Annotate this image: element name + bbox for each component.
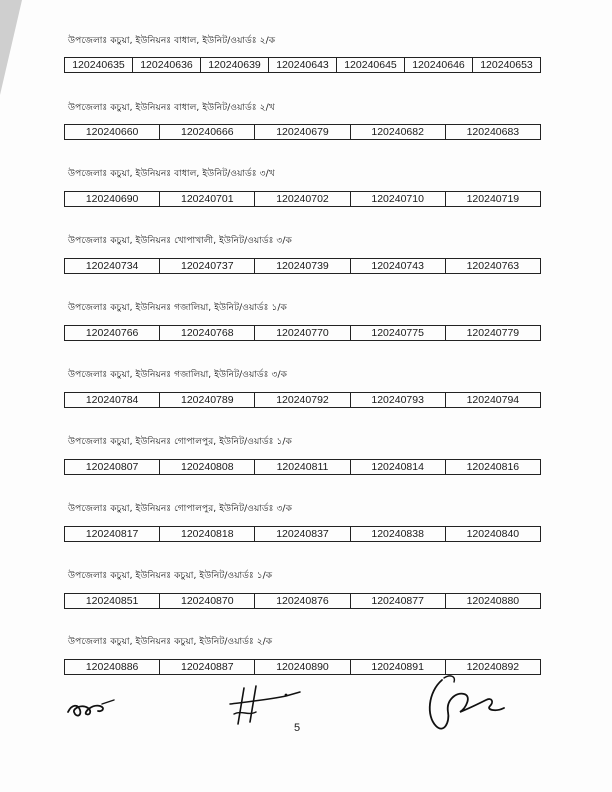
id-table xyxy=(64,459,541,475)
section-label: উপজেলাঃ কচুয়া, ইউনিয়নঃ গজালিয়া, ইউনিট/ওয়ার্ডঃ ১/ক xyxy=(68,303,287,313)
id-cell: 120240683 xyxy=(445,125,540,140)
id-table xyxy=(64,258,541,274)
id-cell: 120240702 xyxy=(255,192,350,207)
id-cell: 120240870 xyxy=(160,594,255,609)
id-cell: 120240891 xyxy=(350,660,445,675)
id-cell: 120240679 xyxy=(255,125,350,140)
id-cell: 120240636 xyxy=(133,58,201,73)
section-label: উপজেলাঃ কচুয়া, ইউনিয়নঃ গোপালপুর, ইউনিট/ওয়ার্ডঃ ১/ক xyxy=(68,437,292,447)
id-cell: 120240838 xyxy=(350,527,445,542)
id-cell: 120240734 xyxy=(65,259,160,274)
id-table xyxy=(64,191,541,207)
id-cell: 120240811 xyxy=(255,460,350,475)
id-cell: 120240890 xyxy=(255,660,350,675)
table-row xyxy=(65,326,541,341)
id-cell: 120240887 xyxy=(160,660,255,675)
id-cell: 120240653 xyxy=(473,58,541,73)
id-cell: 120240701 xyxy=(160,192,255,207)
id-cell: 120240876 xyxy=(255,594,350,609)
id-table xyxy=(64,325,541,341)
id-cell: 120240763 xyxy=(445,259,540,274)
page-number: 5 xyxy=(294,722,301,734)
table-row xyxy=(65,393,541,408)
id-table xyxy=(64,124,541,140)
id-cell: 120240818 xyxy=(160,527,255,542)
id-table xyxy=(64,392,541,408)
id-cell: 120240877 xyxy=(350,594,445,609)
signature-right xyxy=(420,672,510,736)
id-cell: 120240710 xyxy=(350,192,445,207)
table-row xyxy=(65,192,541,207)
id-cell: 120240817 xyxy=(65,527,160,542)
id-table xyxy=(64,57,541,73)
id-cell: 120240719 xyxy=(445,192,540,207)
section-label: উপজেলাঃ কচুয়া, ইউনিয়নঃ বাধাল, ইউনিট/ওয়ার্ডঃ ৩/খ xyxy=(68,169,275,179)
id-cell: 120240682 xyxy=(350,125,445,140)
id-cell: 120240837 xyxy=(255,527,350,542)
id-cell: 120240784 xyxy=(65,393,160,408)
id-cell: 120240807 xyxy=(65,460,160,475)
id-cell: 120240792 xyxy=(255,393,350,408)
id-cell: 120240814 xyxy=(350,460,445,475)
id-cell: 120240794 xyxy=(445,393,540,408)
id-cell: 120240886 xyxy=(65,660,160,675)
id-cell: 120240743 xyxy=(350,259,445,274)
id-table xyxy=(64,593,541,609)
id-cell: 120240816 xyxy=(445,460,540,475)
id-cell: 120240737 xyxy=(160,259,255,274)
id-cell: 120240840 xyxy=(445,527,540,542)
id-table xyxy=(64,526,541,542)
table-row xyxy=(65,460,541,475)
section-label: উপজেলাঃ কচুয়া, ইউনিয়নঃ কচুয়া, ইউনিট/ওয়ার্ডঃ ২/ক xyxy=(68,637,273,647)
id-cell: 120240789 xyxy=(160,393,255,408)
table-row xyxy=(65,527,541,542)
id-cell: 120240646 xyxy=(405,58,473,73)
id-cell: 120240770 xyxy=(255,326,350,341)
id-cell: 120240660 xyxy=(65,125,160,140)
folded-corner xyxy=(0,0,22,95)
id-cell: 120240635 xyxy=(65,58,133,73)
section-label: উপজেলাঃ কচুয়া, ইউনিয়নঃ কচুয়া, ইউনিট/ওয়ার্ডঃ ১/ক xyxy=(68,571,273,581)
id-cell: 120240775 xyxy=(350,326,445,341)
id-cell: 120240739 xyxy=(255,259,350,274)
table-row xyxy=(65,259,541,274)
section-label: উপজেলাঃ কচুয়া, ইউনিয়নঃ বাধাল, ইউনিট/ওয়ার্ডঃ ২/ক xyxy=(68,36,276,46)
id-cell: 120240690 xyxy=(65,192,160,207)
table-row xyxy=(65,594,541,609)
table-row xyxy=(65,58,541,73)
section-label: উপজেলাঃ কচুয়া, ইউনিয়নঃ গোপালপুর, ইউনিট/ওয়ার্ডঃ ৩/ক xyxy=(68,504,292,514)
section-label: উপজেলাঃ কচুয়া, ইউনিয়নঃ বাধাল, ইউনিট/ওয়ার্ডঃ ২/খ xyxy=(68,103,275,113)
table-row xyxy=(65,125,541,140)
id-cell: 120240766 xyxy=(65,326,160,341)
id-cell: 120240851 xyxy=(65,594,160,609)
id-cell: 120240643 xyxy=(269,58,337,73)
id-cell: 120240639 xyxy=(201,58,269,73)
id-cell: 120240892 xyxy=(445,660,540,675)
id-cell: 120240880 xyxy=(445,594,540,609)
id-cell: 120240768 xyxy=(160,326,255,341)
section-label: উপজেলাঃ কচুয়া, ইউনিয়নঃ খোপাখালী, ইউনিট/ওয়ার্ডঃ ৩/ক xyxy=(68,236,292,246)
id-cell: 120240793 xyxy=(350,393,445,408)
id-cell: 120240645 xyxy=(337,58,405,73)
id-cell: 120240779 xyxy=(445,326,540,341)
id-cell: 120240666 xyxy=(160,125,255,140)
signature-left xyxy=(62,690,122,726)
id-cell: 120240808 xyxy=(160,460,255,475)
section-label: উপজেলাঃ কচুয়া, ইউনিয়নঃ গজালিয়া, ইউনিট/ওয়ার্ডঃ ৩/ক xyxy=(68,370,287,380)
